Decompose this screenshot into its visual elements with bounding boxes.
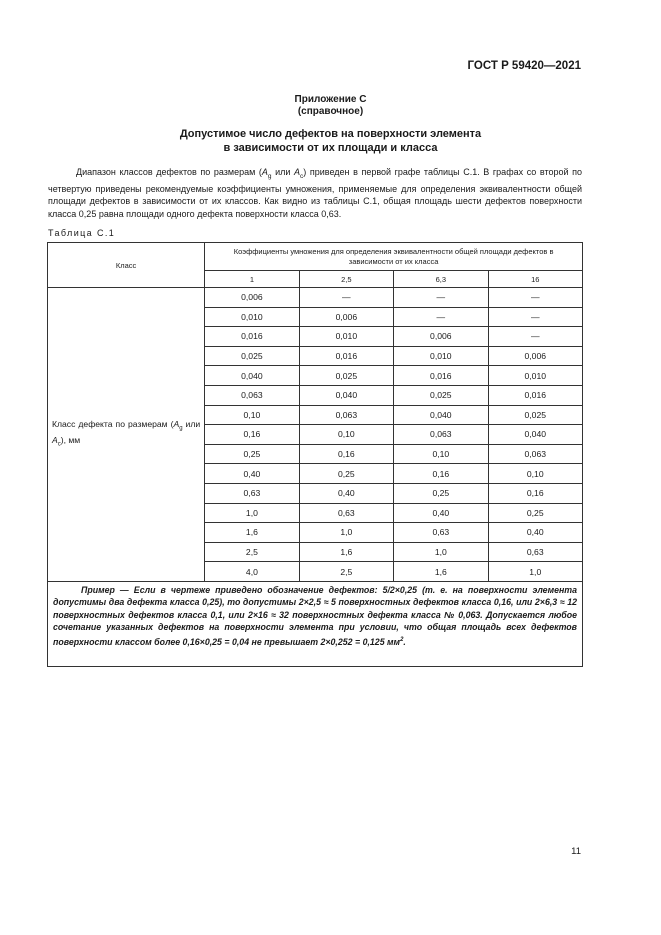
table-cell: 1,0 — [205, 503, 299, 523]
intro-or: или — [271, 167, 295, 177]
table-cell: 0,10 — [488, 464, 582, 484]
table-cell: — — [299, 288, 393, 308]
table-cell: 0,006 — [205, 288, 299, 308]
table-cell: 0,063 — [205, 385, 299, 405]
column-header: 16 — [488, 271, 582, 288]
table-cell: 0,006 — [488, 346, 582, 366]
table-cell: 0,63 — [299, 503, 393, 523]
table-cell: 0,25 — [394, 483, 488, 503]
table-cell: 1,6 — [205, 523, 299, 543]
annex-label: Приложение С — [294, 94, 367, 105]
table-cell: — — [488, 307, 582, 327]
table-cell: 0,10 — [205, 405, 299, 425]
table-cell: 0,040 — [299, 385, 393, 405]
table-cell: 0,40 — [205, 464, 299, 484]
table-cell: 1,6 — [394, 562, 488, 582]
defect-table — [47, 242, 583, 667]
row-label-symbol-a-2: A — [52, 435, 58, 446]
table-cell: 2,5 — [299, 562, 393, 582]
table-cell: 0,16 — [299, 444, 393, 464]
table-cell: — — [394, 307, 488, 327]
header-coefficients: Коэффициенты умножения для определения эквивалентности общей площади дефектов в зависимости от их класса — [205, 243, 583, 271]
table-cell: 0,063 — [488, 444, 582, 464]
example-end: . — [403, 636, 406, 647]
table-cell: 0,010 — [299, 327, 393, 347]
row-label-text-2: ), мм — [60, 435, 81, 446]
heading-line-1: Допустимое число дефектов на поверхности элемента — [179, 128, 482, 140]
table-cell: 0,040 — [205, 366, 299, 386]
heading-line-2: в зависимости от их площади и класса — [223, 142, 438, 154]
table-cell: 0,063 — [394, 425, 488, 445]
table-cell: 1,6 — [299, 542, 393, 562]
table-cell: 0,010 — [205, 307, 299, 327]
table-cell: 0,006 — [394, 327, 488, 347]
table-row — [48, 288, 583, 308]
intro-symbol-a-2: A — [294, 167, 301, 177]
table-cell: 2,5 — [205, 542, 299, 562]
header-row — [48, 243, 583, 271]
table-cell: — — [488, 327, 582, 347]
table-cell: 0,63 — [205, 483, 299, 503]
table-cell: 0,16 — [394, 464, 488, 484]
table-cell: 0,40 — [488, 523, 582, 543]
row-label-sub-g: g — [179, 425, 183, 432]
table-cell: 0,063 — [299, 405, 393, 425]
table-cell: 0,025 — [488, 405, 582, 425]
table-cell: 1,0 — [299, 523, 393, 543]
table-cell: 0,10 — [299, 425, 393, 445]
table-cell: 0,40 — [299, 483, 393, 503]
row-label-text-1: Класс дефекта по размерам ( — [52, 418, 174, 429]
example-text: Пример — Если в чертеже приведено обозначение дефектов: 5/2×0,25 (т. е. на поверхности элемента допустимы два дефекта класса 0,25), то допустимы 2×2,5 ≈ 5 поверхностных дефектов класса 0,16, или 2×6,3 ≈ 12 поверхностных дефектов класса 0,1, или 2×16 ≈ 32 поверхностных дефекта класса № 0,063. Допускается любое сочетание указанных дефектов на поверхности элемента при условии, что общая площадь всех дефектов поверхности классом более 0,16×0,25 = 0,04 не превышает 2×0,252 = 0,125 мм — [53, 584, 577, 647]
table-cell: 0,63 — [488, 542, 582, 562]
row-label-sub-c: c — [57, 442, 61, 449]
header-class: Класс — [48, 243, 205, 288]
example-note — [48, 581, 583, 666]
table-cell: — — [488, 288, 582, 308]
table-cell: 0,10 — [394, 444, 488, 464]
table-cell: 0,025 — [205, 346, 299, 366]
intro-text-2: ) приведен в первой графе таблицы С.1. В графах со второй по четвертую приведены рекомендуемые коэффициенты умножения, применяемые для определения эквивалентности общей площади дефектов в зависимости от их классов. Как видно из таблицы С.1, общая площадь шести дефектов поверхности класса 0,25 равна площади одного дефекта поверхности класса 0,63. — [48, 167, 583, 219]
table-cell: 1,0 — [488, 562, 582, 582]
table-caption: Таблица С.1 — [48, 228, 116, 238]
table-cell: 0,025 — [299, 366, 393, 386]
intro-symbol-a: A — [261, 167, 268, 177]
table-cell: 0,40 — [394, 503, 488, 523]
intro-text-1: Диапазон классов дефектов по размерам ( — [76, 167, 262, 177]
table-cell: 0,16 — [488, 483, 582, 503]
column-header: 1 — [205, 271, 299, 288]
table-cell: 0,016 — [299, 346, 393, 366]
table-cell: 0,25 — [299, 464, 393, 484]
table-cell: 0,016 — [394, 366, 488, 386]
table-cell: 0,010 — [488, 366, 582, 386]
intro-sub-g: g — [267, 172, 272, 180]
column-header: 6,3 — [394, 271, 488, 288]
table-cell: 0,63 — [394, 523, 488, 543]
column-header: 2,5 — [299, 271, 393, 288]
table-cell: 0,016 — [205, 327, 299, 347]
table-cell: — — [394, 288, 488, 308]
example-sup: 2 — [400, 636, 404, 643]
table-cell: 0,25 — [205, 444, 299, 464]
row-label-defect-class — [48, 288, 205, 582]
table-cell: 0,006 — [299, 307, 393, 327]
table-cell: 4,0 — [205, 562, 299, 582]
annex-title — [0, 94, 661, 118]
table-cell: 0,25 — [488, 503, 582, 523]
table-cell: 0,025 — [394, 385, 488, 405]
intro-paragraph — [48, 166, 582, 220]
row-label-symbol-a: A — [173, 418, 180, 429]
table-cell: 0,040 — [394, 405, 488, 425]
intro-sub-c: c — [300, 172, 304, 180]
example-row — [48, 581, 583, 666]
table-cell: 0,16 — [205, 425, 299, 445]
row-label-or: или — [182, 418, 201, 429]
page-number: 11 — [571, 846, 581, 857]
table-cell: 0,040 — [488, 425, 582, 445]
annex-subtitle: (справочное) — [297, 106, 364, 117]
table-cell: 1,0 — [394, 542, 488, 562]
standard-number: ГОСТ Р 59420—2021 — [467, 60, 581, 72]
table-cell: 0,010 — [394, 346, 488, 366]
section-heading — [0, 127, 661, 155]
table-cell: 0,016 — [488, 385, 582, 405]
